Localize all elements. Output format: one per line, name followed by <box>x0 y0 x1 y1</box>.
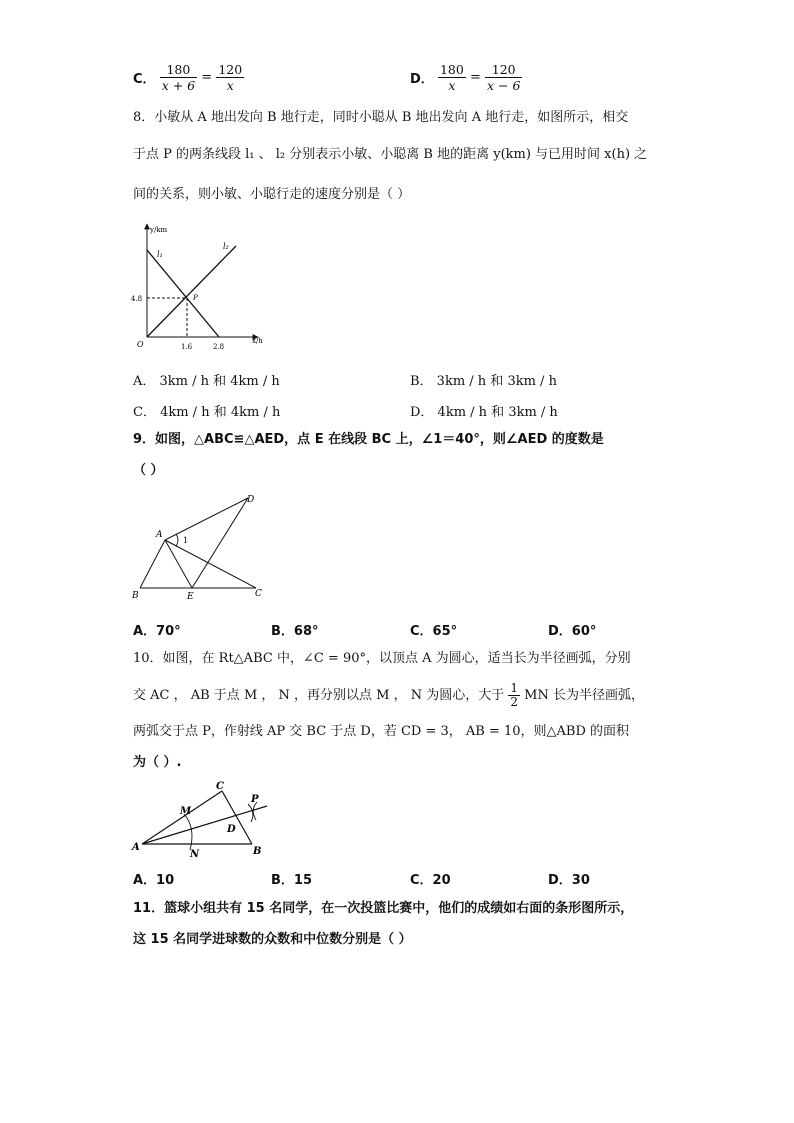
q7-c-left-den: x + 6 <box>161 78 196 93</box>
q9-label-b: B <box>132 591 139 601</box>
q7-c-right-den: x <box>216 77 244 93</box>
q7-option-c-label: C． <box>133 72 156 87</box>
q10-text-line2b: MN 长为半径画弧， <box>524 688 644 703</box>
q8-option-c: C． 4km / h 和 4km / h <box>133 405 281 420</box>
q9-seg-ed <box>192 498 248 588</box>
q9-seg-ad <box>165 498 248 540</box>
q8-option-b: B． 3km / h 和 3km / h <box>410 374 557 389</box>
q7-option-d-label: D． <box>410 72 434 87</box>
q8-y-tick-label: 4.8 <box>131 295 143 303</box>
q7-c-equals: = <box>201 70 213 85</box>
q8-l1-label: l₁ <box>157 250 163 259</box>
q10-option-d: D．30 <box>548 873 590 888</box>
q10-label-p: P <box>251 794 259 805</box>
q9-angle-1-arc <box>176 534 178 546</box>
q9-triangle-figure <box>130 488 270 603</box>
q9-option-a: A．70° <box>133 624 181 639</box>
q9-seg-ab <box>140 540 165 588</box>
q9-text-line2: （ ） <box>133 463 164 478</box>
q10-option-c: C．20 <box>410 873 451 888</box>
q10-half-den: 2 <box>510 695 519 709</box>
q10-seg-ac <box>142 791 222 844</box>
q7-d-equals: = <box>469 70 481 85</box>
q10-label-d: D <box>227 824 236 835</box>
q9-label-e: E <box>187 592 194 602</box>
q9-label-d: D <box>247 495 255 505</box>
q7-c-right-fraction <box>216 62 244 93</box>
q9-label-a: A <box>156 530 163 540</box>
q10-half-fraction <box>508 682 520 709</box>
q7-option-c <box>133 62 244 93</box>
q9-text-line1: 9．如图，△ABC≌△AED，点 E 在线段 BC 上，∠1＝40°，则∠AED 的度数是 <box>133 432 604 447</box>
q7-d-right-num: 120 <box>491 62 516 77</box>
q10-arc-p1 <box>248 804 253 822</box>
q10-text-line2 <box>133 681 644 711</box>
q8-text-line2: 于点 P 的两条线段 l₁ 、 l₂ 分别表示小敏、小聪离 B 地的距离 y(km) 与已用时间 x(h) 之 <box>133 147 648 162</box>
q7-c-left-num: 180 <box>166 62 191 77</box>
q10-text-line3: 两弧交于点 P，作射线 AP 交 BC 于点 D，若 CD = 3， AB = 10，则△ABD 的面积 <box>133 724 630 739</box>
q10-half-num: 1 <box>510 681 519 695</box>
q10-seg-cb <box>222 791 252 844</box>
q7-d-right-fraction <box>485 62 522 93</box>
q8-text-line1: 8．小敏从 A 地出发向 B 地行走，同时小聪从 B 地出发向 A 地行走，如图所示，相交 <box>133 110 629 125</box>
q9-option-d: D．60° <box>548 624 597 639</box>
q9-option-c: C．65° <box>410 624 458 639</box>
q7-d-left-num: 180 <box>439 62 464 77</box>
q7-d-left-den: x <box>438 77 466 93</box>
q7-c-right-num: 120 <box>218 62 243 77</box>
q8-point-p-label: P <box>193 294 198 302</box>
q8-l2-label: l₂ <box>223 242 229 251</box>
q8-y-axis-label: y/km <box>150 226 168 234</box>
q8-origin-label: O <box>137 340 144 349</box>
q8-text-line3: 间的关系，则小敏、小聪行走的速度分别是（ ） <box>133 187 411 202</box>
q8-option-a: A． 3km / h 和 4km / h <box>133 374 280 389</box>
q7-d-right-den: x − 6 <box>486 78 521 93</box>
q10-label-c: C <box>216 781 224 792</box>
q11-text-line2: 这 15 名同学进球数的众数和中位数分别是（ ） <box>133 932 412 947</box>
q10-label-m: M <box>180 806 192 817</box>
q9-label-angle-1: 1 <box>183 536 189 545</box>
q8-line-l2 <box>147 246 236 337</box>
q10-label-b: B <box>253 846 262 857</box>
q7-c-left-fraction <box>160 62 197 93</box>
q7-d-left-fraction <box>438 62 466 93</box>
q9-option-b: B．68° <box>271 624 319 639</box>
q10-text-line2a: 交 AC ， AB 于点 M ， N ，再分别以点 M ， N 为圆心，大于 <box>133 688 505 703</box>
q8-distance-time-graph <box>130 222 270 357</box>
q8-x-tick-1-6: 1.6 <box>181 343 193 351</box>
q11-text-line1: 11．篮球小组共有 15 名同学，在一次投篮比赛中，他们的成绩如右面的条形图所示， <box>133 901 634 916</box>
q9-label-c: C <box>255 589 262 599</box>
q10-triangle-figure <box>130 780 275 860</box>
q10-label-n: N <box>190 849 200 860</box>
q10-text-line4: 为（ ）. <box>133 755 182 770</box>
q7-option-d <box>410 62 522 93</box>
q10-text-line1: 10．如图，在 Rt△ABC 中，∠C = 90°，以顶点 A 为圆心，适当长为半径画弧，分别 <box>133 651 631 666</box>
q8-option-d: D． 4km / h 和 3km / h <box>410 405 558 420</box>
q10-label-a: A <box>132 842 140 853</box>
q10-option-a: A．10 <box>133 873 175 888</box>
q8-line-l1 <box>147 250 219 337</box>
q8-x-axis-label: x/h <box>252 337 263 345</box>
q8-x-tick-2-8: 2.8 <box>213 343 225 351</box>
q10-option-b: B．15 <box>271 873 312 888</box>
